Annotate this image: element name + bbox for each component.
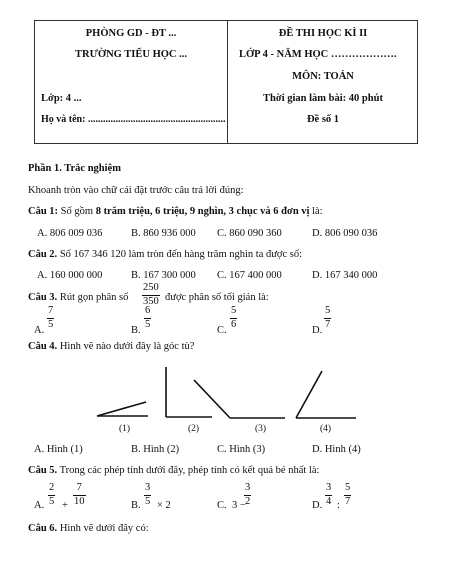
q1-option-d[interactable]: D. 806 090 036	[312, 228, 378, 239]
q5-d-operator: :	[337, 500, 340, 511]
q1-text-a: Số gồm	[58, 206, 96, 217]
q5-c-fraction[interactable]	[244, 483, 251, 507]
exam-number: Đề số 1	[306, 114, 340, 125]
student-name-line: Họ và tên: .......................................................	[41, 114, 226, 125]
q2-label: Câu 2.	[28, 249, 58, 260]
q5-a1-den: 5	[49, 495, 55, 507]
q2-text: Số 167 346 120 làm tròn đến hàng trăm nghìn ta được số:	[57, 249, 303, 260]
figure-3-label: (3)	[255, 424, 267, 434]
angle-3-arm	[194, 380, 230, 418]
q5-option-b-letter[interactable]: B.	[131, 500, 141, 511]
q4-option-b[interactable]: B. Hình (2)	[131, 444, 180, 455]
q5-option-c-letter[interactable]: C.	[217, 500, 227, 511]
q3-option-b-letter[interactable]: B.	[131, 325, 141, 336]
q6-label: Câu 6.	[28, 523, 58, 534]
q5-a2-num: 7	[76, 482, 82, 493]
q5-d1-num: 3	[326, 482, 332, 493]
q4-text: Hình vẽ nào dưới đây là góc tù?	[57, 341, 195, 352]
q5-a-fraction-2[interactable]	[73, 483, 86, 507]
q1-text-b: là:	[309, 206, 323, 217]
part1-title: Phần 1. Trắc nghiệm	[28, 163, 121, 174]
q1-option-a[interactable]: A. 806 009 036	[37, 228, 103, 239]
q1-option-b[interactable]: B. 860 936 000	[131, 228, 196, 239]
q5-c-den: 2	[245, 495, 251, 507]
q3-a-num: 7	[48, 305, 54, 316]
department-name: PHÒNG GD - ĐT ...	[85, 28, 177, 39]
q2-option-d[interactable]: D. 167 340 000	[312, 270, 378, 281]
q3-option-c-letter[interactable]: C.	[217, 325, 227, 336]
q3-b-den: 5	[145, 318, 151, 330]
q5-option-a-letter[interactable]: A.	[34, 500, 45, 511]
q5-a-fraction-1[interactable]	[48, 483, 55, 507]
q5-a-operator: +	[62, 500, 68, 511]
q5-b-fraction[interactable]	[144, 483, 151, 507]
q3-text-a: Rút gọn phân số	[57, 292, 129, 303]
q3-d-den: 7	[325, 318, 331, 330]
school-name: TRƯỜNG TIỂU HỌC ...	[74, 49, 187, 60]
q3-fraction-num: 250	[143, 282, 159, 293]
q4-label: Câu 4.	[28, 341, 58, 352]
q5-a2-den: 10	[74, 495, 85, 507]
figure-4-label: (4)	[320, 424, 332, 434]
q3-option-d-letter[interactable]: D.	[312, 325, 323, 336]
q3-text-end: được phân số tối giản là:	[165, 292, 269, 303]
q4-option-c[interactable]: C. Hình (3)	[217, 444, 266, 455]
q5-a1-num: 2	[49, 482, 55, 493]
q5-c-lead: 3 −	[232, 500, 246, 511]
q3-b-num: 6	[145, 305, 151, 316]
q3-c-den: 6	[231, 318, 237, 330]
q5-d-fraction-1[interactable]	[325, 483, 332, 507]
q1-option-c[interactable]: C. 860 090 360	[217, 228, 282, 239]
q6-text: Hình vẽ dưới đây có:	[57, 523, 149, 534]
q5-d1-den: 4	[326, 495, 332, 507]
q5-label: Câu 5.	[28, 465, 58, 476]
q2-option-c[interactable]: C. 167 400 000	[217, 270, 282, 281]
q5-b-num: 3	[145, 482, 151, 493]
q3-option-a-letter[interactable]: A.	[34, 325, 45, 336]
q2-option-b[interactable]: B. 167 300 000	[131, 270, 196, 281]
q3-a-den: 5	[48, 318, 54, 330]
q5-c-num: 3	[245, 482, 251, 493]
angle-4-arm	[296, 371, 322, 418]
q5-d2-num: 5	[345, 482, 351, 493]
q5-d-fraction-2[interactable]	[344, 483, 351, 507]
q4-option-a[interactable]: A. Hình (1)	[34, 444, 83, 455]
class-line: Lớp: 4 ...	[41, 93, 82, 104]
question-5	[28, 465, 319, 476]
q1-text-bold: 8 trăm triệu, 6 triệu, 9 nghìn, 3 chục và 6 đơn vị	[95, 206, 310, 217]
time-limit: Thời gian làm bài: 40 phút	[263, 93, 383, 104]
question-6	[28, 523, 149, 534]
grade-year: LỚP 4 - NĂM HỌC ……………….	[239, 49, 397, 60]
q5-text: Trong các phép tính dưới đây, phép tính có kết quả bé nhất là:	[57, 465, 320, 476]
q1-label: Câu 1:	[28, 206, 59, 217]
q3-fraction-den: 350	[143, 295, 159, 307]
q5-option-d-letter[interactable]: D.	[312, 500, 323, 511]
subject: MÔN: TOÁN	[292, 71, 354, 82]
q3-d-num: 5	[325, 305, 331, 316]
q4-option-d[interactable]: D. Hình (4)	[312, 444, 361, 455]
exam-title: ĐỀ THI HỌC KÌ II	[278, 28, 368, 39]
q5-b-operator: × 2	[157, 500, 171, 511]
figure-2-label: (2)	[188, 424, 200, 434]
angle-1-arm	[97, 402, 146, 416]
q5-b-den: 5	[145, 495, 151, 507]
part1-instruction: Khoanh tròn vào chữ cái đặt trước câu trả lời đúng:	[28, 185, 244, 196]
q2-option-a[interactable]: A. 160 000 000	[37, 270, 103, 281]
q5-d2-den: 7	[345, 495, 351, 507]
q3-c-num: 5	[231, 305, 237, 316]
q3-label: Câu 3.	[28, 292, 58, 303]
figure-1-label: (1)	[119, 424, 131, 434]
